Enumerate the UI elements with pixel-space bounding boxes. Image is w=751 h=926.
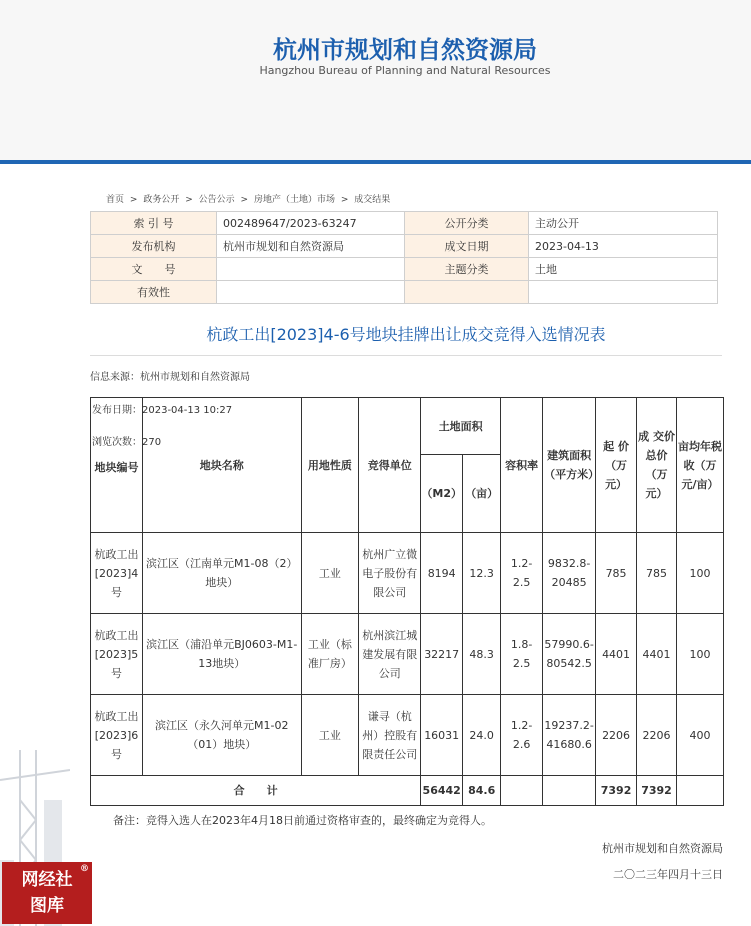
header-name: 地块名称 [142,398,301,533]
header-area-m2: （M2） [421,455,463,532]
site-header [0,0,751,162]
watermark-logo [2,862,92,924]
breadcrumb-gov[interactable]: 政务公开 [143,195,180,205]
header-area-units [421,455,500,532]
publish-date: 发布日期：2023-04-13 10:27 [92,405,233,416]
results-table [90,397,724,806]
cell-winner: 杭州滨江城建发展有限公司 [359,614,421,695]
cell-code: 杭政工出[2023]5号 [91,614,143,695]
header-code-label: 地块编号 [94,461,139,474]
cell-build-area: 9832.8-20485 [543,533,596,614]
empty-cell [405,281,529,304]
cell-usage: 工业 [301,695,359,776]
header-area-mu: （亩） [465,486,499,500]
cell-area-mu: 48.3 [463,614,501,695]
breadcrumb-sep: > [129,195,138,205]
total-area-m2: 56442 [421,776,463,806]
remark-note: 备注：竞得入选人在2023年4月18日前通过资格审查的，最终确定为竞得人。 [113,814,492,827]
cell-name: 滨江区（永久河单元M1-02（01）地块） [142,695,301,776]
total-label: 合 计 [91,776,421,806]
org-value: 杭州市规划和自然资源局 [217,235,405,258]
disclosure-label: 公开分类 [405,212,529,235]
total-start-price: 7392 [596,776,637,806]
page-title: 杭政工出[2023]4-6号地块挂牌出让成交竞得入选情况表 [206,325,606,344]
header-start-price: 起 价（万元） [596,398,637,533]
total-deal-price: 7392 [637,776,677,806]
date-label: 成文日期 [405,235,529,258]
cell-name: 滨江区（江南单元M1-08（2）地块） [142,533,301,614]
cell-plot-ratio: 1.2-2.5 [501,533,543,614]
cell-deal-price: 2206 [637,695,677,776]
cell-start-price: 785 [596,533,637,614]
header-winner: 竞得单位 [359,398,421,533]
header-deal-price [637,398,677,533]
header-tax: 亩均年税收（万元/亩） [677,398,724,533]
breadcrumb-result[interactable]: 成交结果 [354,195,391,205]
disclosure-value: 主动公开 [529,212,718,235]
breadcrumb-sep: > [240,195,249,205]
breadcrumb-sep: > [340,195,349,205]
title-divider [90,355,722,356]
table-row [91,614,724,695]
cell-area-m2: 8194 [421,533,463,614]
cell-tax: 100 [677,533,724,614]
cell-area-mu: 24.0 [463,695,501,776]
empty-cell [501,776,543,806]
cell-winner: 谦寻（杭州）控股有限责任公司 [359,695,421,776]
cell-deal-price: 4401 [637,614,677,695]
cell-deal-price: 785 [637,533,677,614]
breadcrumb-market[interactable]: 房地产（土地）市场 [253,195,335,205]
site-subtitle: Hangzhou Bureau of Planning and Natural Resources [259,64,551,77]
empty-cell [543,776,596,806]
cell-area-m2: 16031 [421,695,463,776]
registered-mark: ® [80,864,89,874]
cell-start-price: 4401 [596,614,637,695]
cell-usage: 工业 [301,533,359,614]
cell-usage: 工业（标准厂房） [301,614,359,695]
index-value: 002489647/2023-63247 [217,212,405,235]
breadcrumb-home[interactable]: 首页 [106,195,125,205]
header-deal-price-group: 成 交价 [638,430,675,443]
topic-label: 主题分类 [405,258,529,281]
doc-number-value [217,258,405,281]
date-value: 2023-04-13 [529,235,718,258]
doc-number-label: 文 号 [91,258,217,281]
table-row [91,695,724,776]
cell-code: 杭政工出[2023]6号 [91,695,143,776]
cell-plot-ratio: 1.2-2.6 [501,695,543,776]
sign-date: 二〇二三年四月十三日 [613,868,723,881]
signature: 杭州市规划和自然资源局 [602,842,723,855]
site-title[interactable]: 杭州市规划和自然资源局 [273,36,537,64]
watermark-line2: 图库 [30,896,64,916]
breadcrumb-notice[interactable]: 公告公示 [198,195,235,205]
view-count: 浏览次数：270 [92,437,162,448]
table-row [91,533,724,614]
header-area [421,398,501,533]
info-source: 信息来源：杭州市规划和自然资源局 [90,372,250,383]
header-plot-ratio: 容积率 [501,398,543,533]
header-deal-price-total: 总价（万元） [645,449,668,500]
cell-tax: 400 [677,695,724,776]
cell-code: 杭政工出[2023]4号 [91,533,143,614]
header-build-area: 建筑面积（平方米） [543,398,596,533]
header-divider [0,160,751,164]
cell-area-m2: 32217 [421,614,463,695]
validity-label: 有效性 [91,281,217,304]
metadata-table [90,211,718,304]
validity-value [217,281,405,304]
header-area-label: 土地面积 [421,399,500,455]
header-usage: 用地性质 [301,398,359,533]
cell-build-area: 19237.2-41680.6 [543,695,596,776]
empty-cell [529,281,718,304]
cell-plot-ratio: 1.8-2.5 [501,614,543,695]
cell-winner: 杭州广立微电子股份有限公司 [359,533,421,614]
breadcrumb-sep: > [185,195,193,205]
total-area-mu: 84.6 [463,776,501,806]
breadcrumb [106,192,393,205]
org-label: 发布机构 [91,235,217,258]
watermark-line1: 网经社 [21,870,73,890]
cell-build-area: 57990.6-80542.5 [543,614,596,695]
total-row [91,776,724,806]
index-label: 索 引 号 [91,212,217,235]
topic-value: 土地 [529,258,718,281]
cell-name: 滨江区（浦沿单元BJ0603-M1-13地块） [142,614,301,695]
empty-cell [677,776,724,806]
cell-start-price: 2206 [596,695,637,776]
cell-area-mu: 12.3 [463,533,501,614]
cell-tax: 100 [677,614,724,695]
